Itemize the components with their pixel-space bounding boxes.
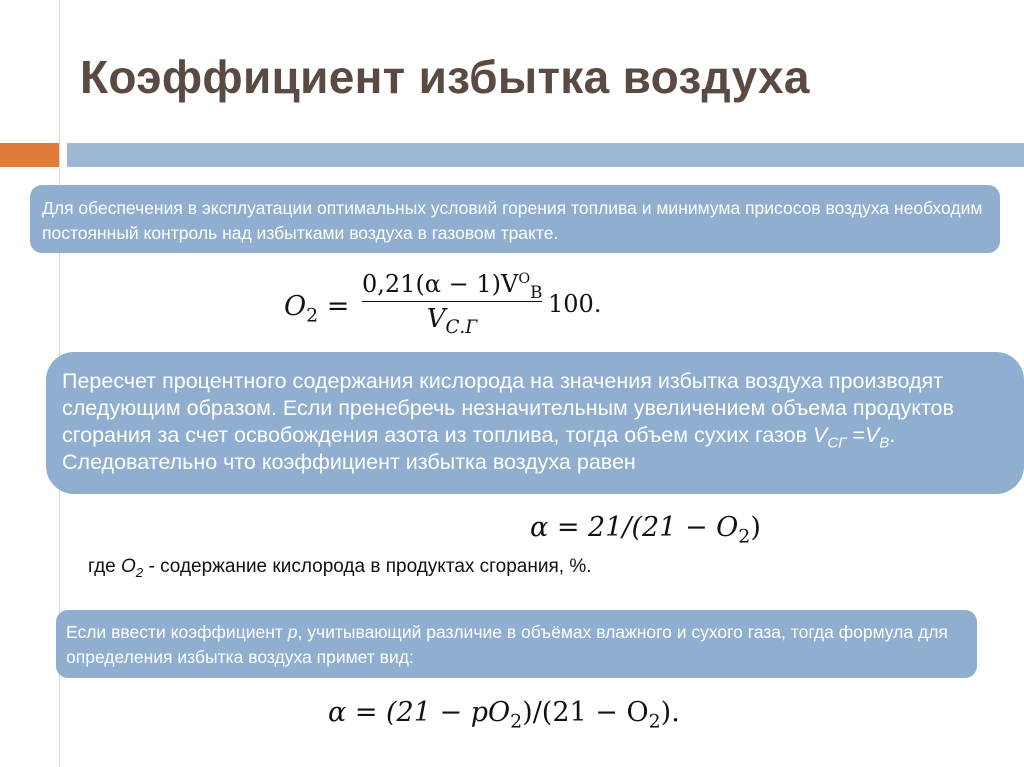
info-box-recalculation — [46, 352, 1024, 494]
info-box-monitoring — [30, 185, 1000, 253]
formula-oxygen-numerator: $0,21(\alpha - 1)V^О_В$ — [362, 270, 543, 302]
formula-oxygen-fraction — [362, 270, 543, 339]
info-box-recalculation-text: Пересчет процентного содержания кислорода на значения избытка воздуха производят следующим образом. Если пренебречь незначительным увеличением объема продуктов сгорания за счет освобождения азота из топлива, тогда объем сухих газов $V_{СГ} =V_В$. Следовательно что коэффициент избытка воздуха равен — [62, 369, 954, 474]
accent-bar-orange — [0, 143, 59, 167]
formula-oxygen-multiplier: 100. — [548, 290, 602, 318]
fraction-bar — [362, 301, 542, 302]
info-box-humidity-coefficient — [56, 610, 977, 678]
formula-oxygen-lhs: $O_2$ = — [284, 291, 350, 327]
oxygen-definition-text: где $О_2$ - содержание кислорода в продуктах сгорания, %. — [88, 556, 592, 580]
info-box-monitoring-text: Для обеспечения в эксплуатации оптимальных условий горения топлива и минимума присосов воздуха необходим постоянный контроль над избытками воздуха в газовом тракте. — [42, 198, 983, 243]
formula-oxygen-denominator: $V_{С.Г}$ — [426, 304, 478, 339]
formula-excess-air-simple: $\alpha = 21/(21 - O_2)$ — [530, 512, 761, 548]
accent-bar-blue — [67, 143, 1024, 167]
info-box-humidity-coefficient-text: Если ввести коэффициент р, учитывающий различие в объёмах влажного и сухого газа, тогда формула для определения избытка воздуха примет вид: — [66, 622, 948, 667]
slide-title: Коэффициент избытка воздуха — [80, 51, 810, 103]
formula-excess-air-corrected: $\alpha = (21 - pO_2)/(21 - O_2)$. — [328, 697, 680, 733]
